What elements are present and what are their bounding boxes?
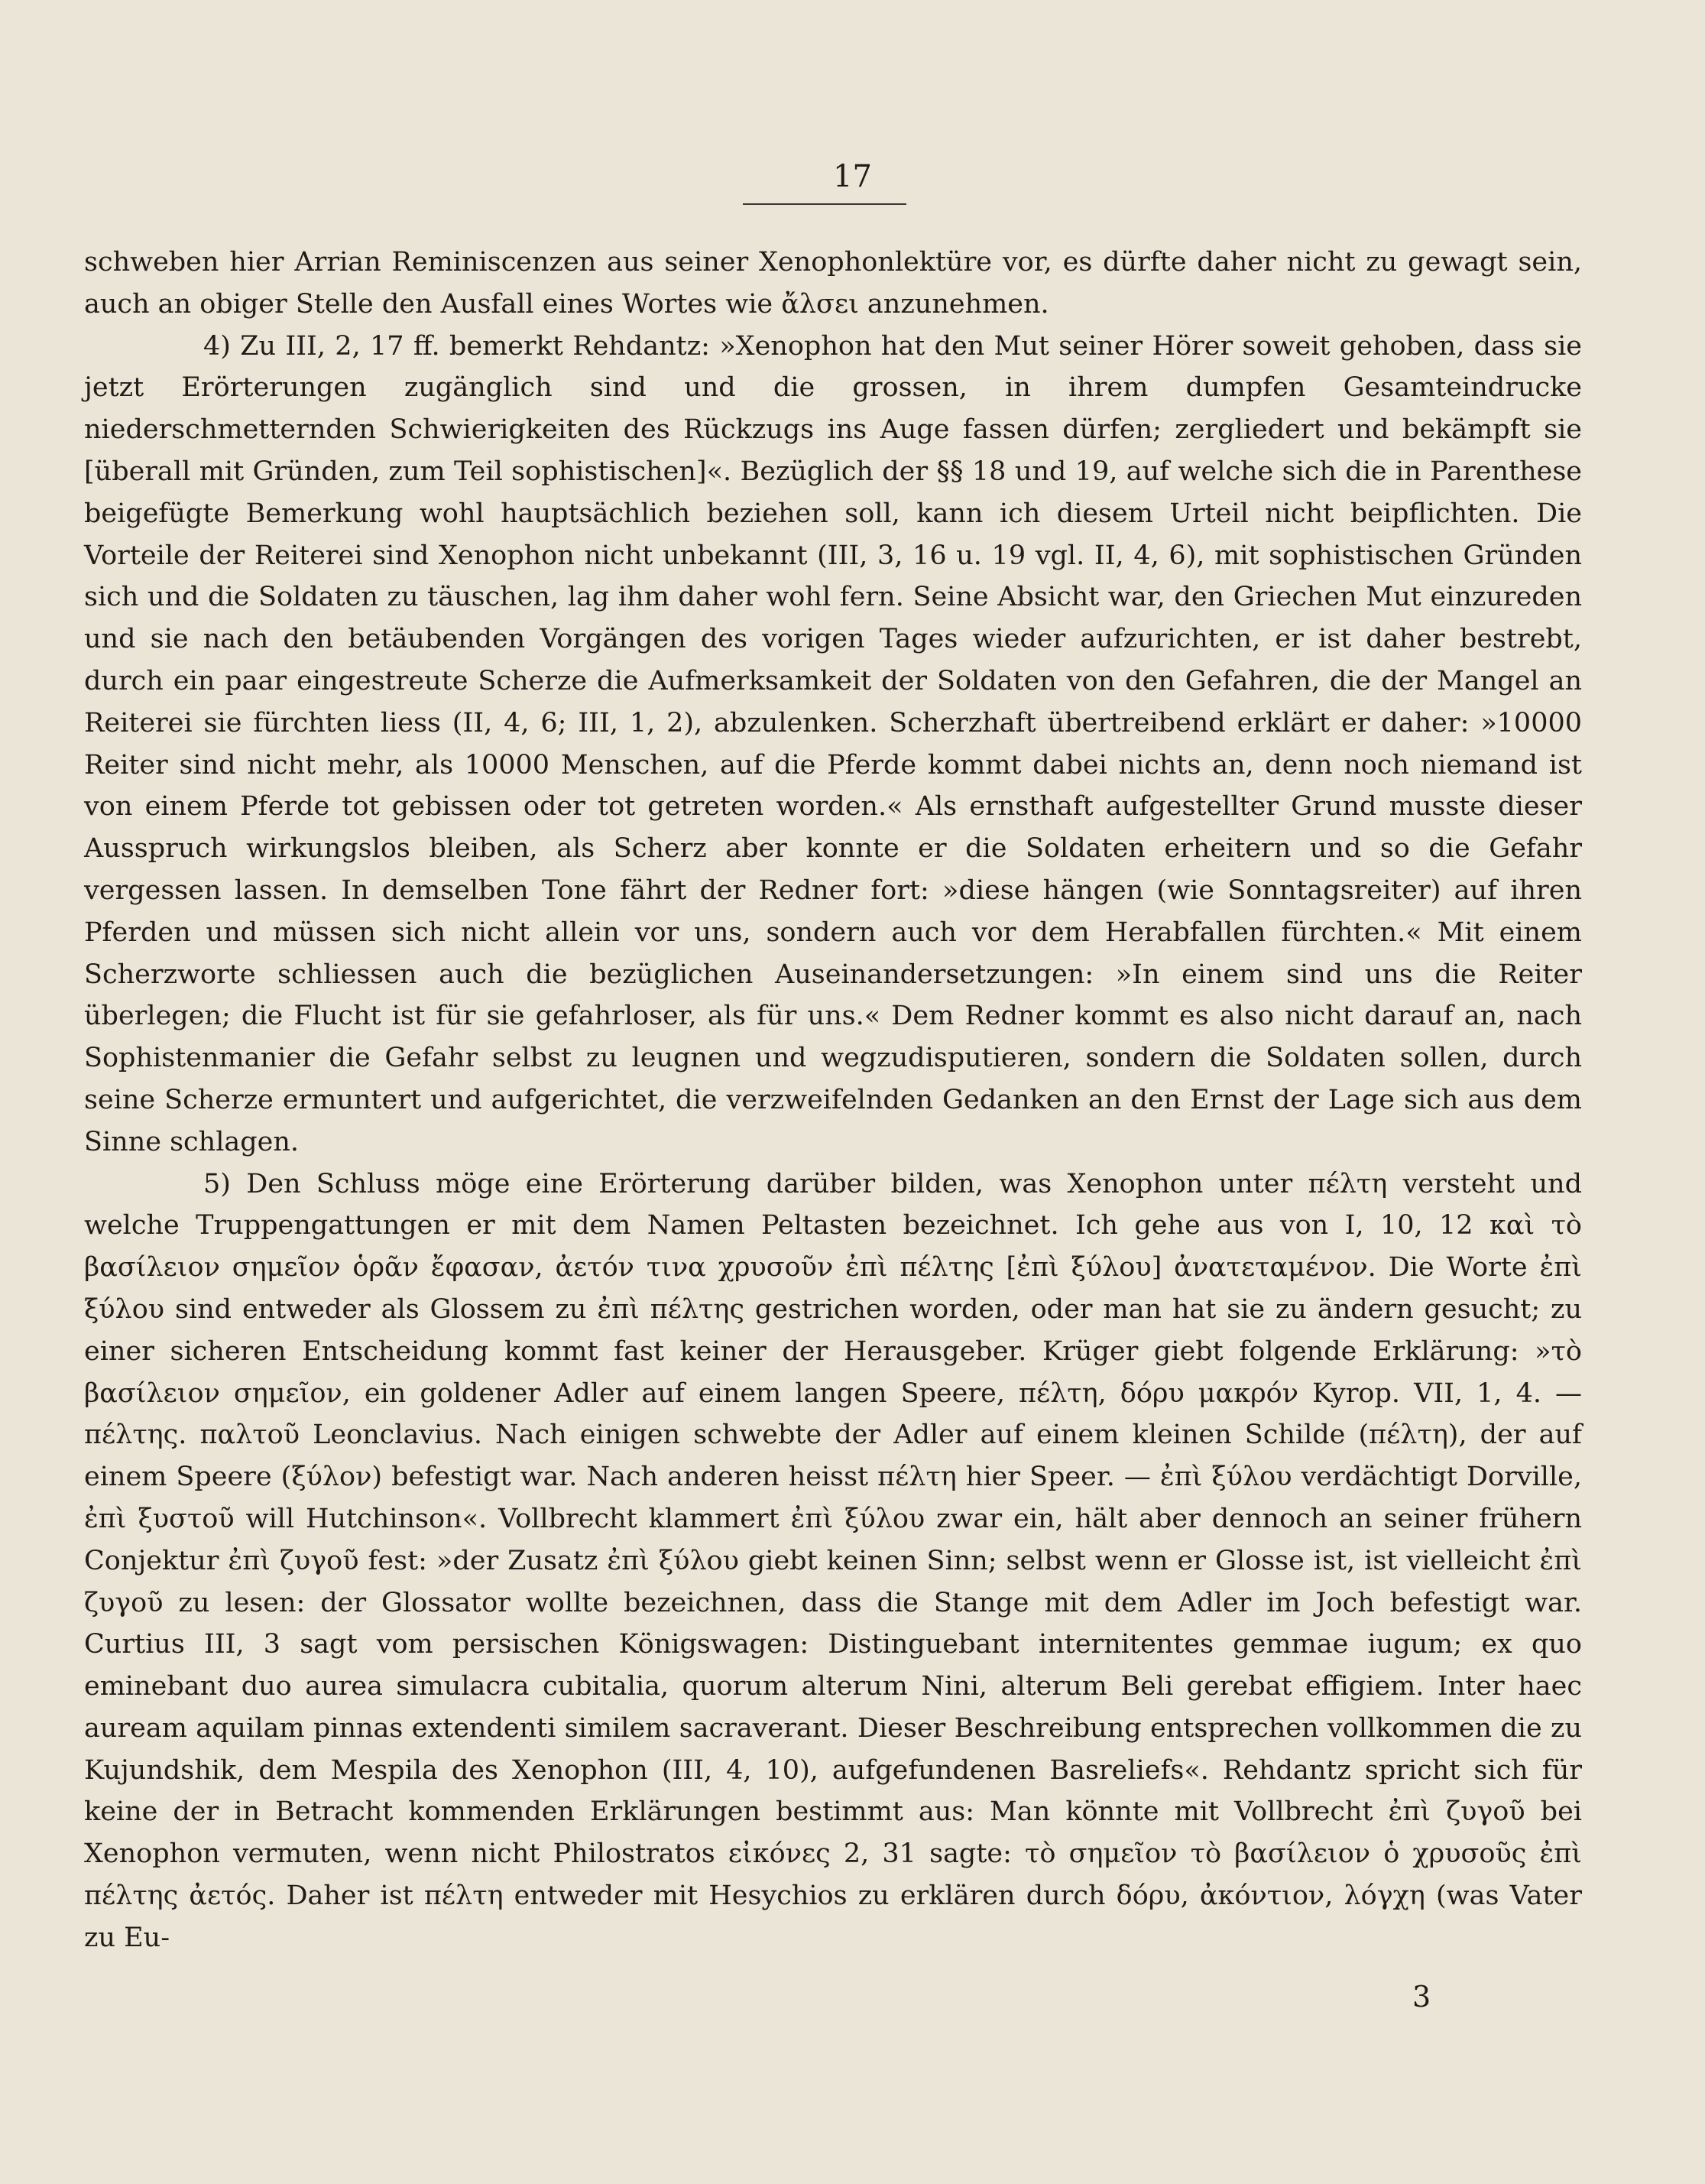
page-number: 17: [833, 159, 872, 194]
paragraph-5: 5) Den Schluss möge eine Erörterung darüber bilden, was Xenophon unter πέλτη versteht und welche Truppengattungen er mit dem Namen Peltasten bezeichnet. Ich gehe aus von I, 10, 12 καὶ τὸ βασίλειον σημεῖον ὁρᾶν ἔφασαν, ἀετόν τινα χρυσοῦν ἐπὶ πέλτης [ἐπὶ ξύλου] ἀνατεταμένον. Die Worte ἐπὶ ξύλου sind entweder als Glossem zu ἐπὶ πέλτης gestrichen worden, oder man hat sie zu ändern gesucht; zu einer sicheren Entscheidung kommt fast keiner der Herausgeber. Krüger giebt folgende Erklärung: »τὸ βασίλειον σημεῖον, ein goldener Adler auf einem langen Speere, πέλτη, δόρυ μακρόν Kyrop. VII, 1, 4. — πέλτης. παλτοῦ Leonclavius. Nach einigen schwebte der Adler auf einem kleinen Schilde (πέλτη), der auf einem Speere (ξύλον) befestigt war. Nach anderen heisst πέλτη hier Speer. — ἐπὶ ξύλου verdächtigt Dorville, ἐπὶ ξυστοῦ will Hutchinson«. Vollbrecht klammert ἐπὶ ξύλου zwar ein, hält aber dennoch an seiner frühern Conjektur ἐπὶ ζυγοῦ fest: »der Zusatz ἐπὶ ξύλου giebt keinen Sinn; selbst wenn er Glosse ist, ist vielleicht ἐπὶ ζυγοῦ zu lesen: der Glossator wollte bezeichnen, dass die Stange mit dem Adler im Joch befestigt war. Curtius III, 3 sagt vom persischen Königswagen: Distinguebant internitentes gemmae iugum; ex quo eminebant duo aurea simulacra cubitalia, quorum alterum Nini, alterum Beli gerebat effigiem. Inter haec auream aquilam pinnas extendenti similem sacraverant. Dieser Beschreibung entsprechen vollkommen die zu Kujundshik, dem Mespila des Xenophon (III, 4, 10), aufgefundenen Basreliefs«. Rehdantz spricht sich für keine der in Betracht kommenden Erklärungen bestimmt aus: Man könnte mit Vollbrecht ἐπὶ ζυγοῦ bei Xenophon vermuten, wenn nicht Philostratos εἰκόνες 2, 31 sagte: τὸ σημεῖον τὸ βασίλειον ὁ χρυσοῦς ἐπὶ πέλτης ἀετός. Daher ist πέλτη entweder mit Hesychios zu erklären durch δόρυ, ἀκόντιον, λόγχη (was Vater zu Eu-: [84, 1168, 1582, 1953]
signature-mark: 3: [1412, 1980, 1431, 2014]
page-number-rule: [743, 203, 906, 205]
body-text: [84, 242, 1582, 1959]
paragraph-continuation: schweben hier Arrian Reminiscenzen aus seiner Xenophonlektüre vor, es dürfte daher nicht zu gewagt sein, auch an obiger Stelle den Ausfall eines Wortes wie ἄλσει anzunehmen.: [84, 247, 1582, 320]
paragraph-4: 4) Zu III, 2, 17 ff. bemerkt Rehdantz: »Xenophon hat den Mut seiner Hörer soweit gehoben, dass sie jetzt Erörterungen zugänglich sind und die grossen, in ihrem dumpfen Gesamteindrucke niederschmetternden Schwierigkeiten des Rückzugs ins Auge fassen dürfen; zergliedert und bekämpft sie [überall mit Gründen, zum Teil sophistischen]«. Bezüglich der §§ 18 und 19, auf welche sich die in Parenthese beigefügte Bemerkung wohl hauptsächlich beziehen soll, kann ich diesem Urteil nicht beipflichten. Die Vorteile der Reiterei sind Xenophon nicht unbekannt (III, 3, 16 u. 19 vgl. II, 4, 6), mit sophistischen Gründen sich und die Soldaten zu täuschen, lag ihm daher wohl fern. Seine Absicht war, den Griechen Mut einzureden und sie nach den betäubenden Vorgängen des vorigen Tages wieder aufzurichten, er ist daher bestrebt, durch ein paar eingestreute Scherze die Aufmerksamkeit der Soldaten von den Gefahren, die der Mangel an Reiterei sie fürchten liess (II, 4, 6; III, 1, 2), abzulenken. Scherzhaft übertreibend erklärt er daher: »10000 Reiter sind nicht mehr, als 10000 Menschen, auf die Pferde kommt dabei nichts an, denn noch niemand ist von einem Pferde tot gebissen oder tot getreten worden.« Als ernsthaft aufgestellter Grund musste dieser Ausspruch wirkungslos bleiben, als Scherz aber konnte er die Soldaten erheitern und so die Gefahr vergessen lassen. In demselben Tone fährt der Redner fort: »diese hängen (wie Sonntagsreiter) auf ihren Pferden und müssen sich nicht allein vor uns, sondern auch vor dem Herabfallen fürchten.« Mit einem Scherzworte schliessen auch die bezüglichen Auseinandersetzungen: »In einem sind uns die Reiter überlegen; die Flucht ist für sie gefahrloser, als für uns.« Dem Redner kommt es also nicht darauf an, nach Sophistenmanier die Gefahr selbst zu leugnen und wegzudisputieren, sondern die Soldaten sollen, durch seine Scherze ermuntert und aufgerichtet, die verzweifelnden Gedanken an den Ernst der Lage sich aus dem Sinne schlagen.: [84, 330, 1582, 1157]
